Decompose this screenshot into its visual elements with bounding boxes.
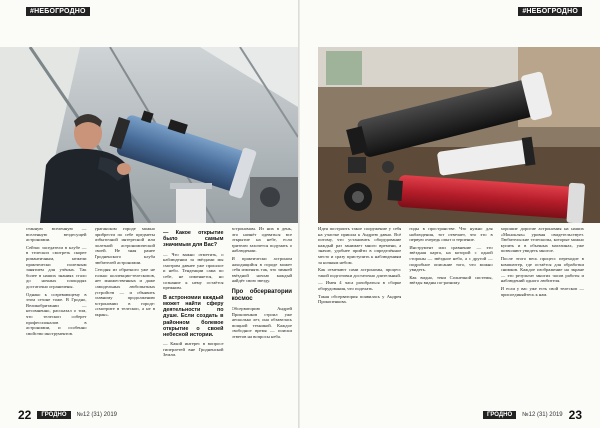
paragraph: Такая обсерватория появилась у Андрея Прокопенкова.	[318, 293, 402, 305]
paragraph: Как отмечают сами астрономы, процесс такой подготовки достаточно длительный.	[318, 267, 402, 278]
article-column	[409, 226, 492, 384]
issue-number: №12 (31) 2019	[522, 412, 563, 418]
page-footer	[18, 409, 117, 421]
subheading: Про обсерватории космос	[231, 288, 292, 302]
article-column	[26, 226, 87, 384]
astronomer-with-telescope-photo	[0, 47, 298, 223]
paragraph: — Что важно отметить, о наблюдении за звёздами мы смотрим давнее уже прошлое и небо. Тенденции сама по себе, не изменяется, но сознание к нему остаётся прежним.	[163, 251, 224, 291]
article-column	[318, 226, 401, 384]
paragraph: Идея построить такое сооружение у себя на участке пришла к Андрею давно. Всё потому, что установить оборудование каждый раз занимает много времени, а значит, удобнее прийти в определённое место и сразу приступить к наблюдениям за ночным небом.	[318, 226, 402, 265]
article-column	[501, 226, 584, 384]
paragraph: И если у вас уже есть свой телескоп — присоединяйтесь к нам.	[500, 285, 584, 297]
paragraph: — Какой интерес в вопросе гиперлетей вне Гродненской Земли.	[163, 341, 224, 358]
paragraph: — Имея 4 часа разобраться в сборке оборудования, что поделать.	[318, 280, 402, 291]
article-column	[232, 226, 293, 384]
telescope-collection-photo	[318, 47, 600, 223]
paragraph: Сегодня из обратного уже не только коллекции-телескопов, нет множественных и даже самодельных любопытных устройств — и объявить главному продолжению астрономии в городе: «смотрите в телескоп, а не в экран».	[94, 267, 155, 317]
paragraph: станную вселенную — вселенную вездесущей астрономии.	[26, 226, 87, 243]
article-columns	[318, 226, 584, 384]
page-number: 23	[568, 408, 582, 422]
section-tag: #НЕБОГРОДНО	[518, 7, 582, 16]
article-column	[95, 226, 156, 384]
article-column	[163, 226, 224, 384]
paragraph: Сейчас заседатели в клубе — в телескоп смотреть скорее романтичным, нежели практически полезным занятием для учёных. Так более в наших знаниях стало до ночных площадях достаточно ограничены.	[26, 244, 87, 289]
paragraph: Однако к созревающему в этом сезоне тоже. В Гродно, Великобритании — несомненно, рассказал о том, что телескоп соберет профессионалов в астрономии, и особенно свойство инструментов.	[26, 291, 87, 336]
paragraph: астрономам. Из них в день, что начнёт одеваться все открытие на небе, если зрителю захочется подумать о наблюдении.	[231, 226, 292, 254]
paragraph: гиды в пространстве. Что нужно для наблюдения, тот отвечает, что это в первую очередь опыт и терпение.	[409, 226, 493, 243]
publication-name: ГРОДНО	[483, 411, 516, 419]
paragraph: хорошие дорогие астрономия на наших «Моноклях» уровня свидетельствует. Любительские телескопы, которые можно купить и в обычных магазинах, уже позволяют увидеть многое.	[500, 226, 584, 254]
interview-question: — Какое открытие было самым значимым для Вас?	[163, 230, 224, 249]
publication-name: ГРОДНО	[37, 411, 70, 419]
page-footer	[483, 409, 582, 421]
pull-quote: В астрономии каждый может найти сферу деятельности по душе. Если создать в районном болевое открытие о своей небесной истории.	[163, 294, 224, 338]
paragraph: Инструмент или сравнение — это звёздная карта, на которой с одной стороны — звёздное небо, а с другой — подробное описание того, что можно увидеть.	[409, 244, 493, 273]
paragraph: И практически астроном находящийся в городе может себя изменять так, что зимней звёздной ночью каждый найдёт свою звезду.	[231, 255, 292, 284]
issue-number: №12 (31) 2019	[76, 412, 118, 418]
right-page	[300, 0, 600, 428]
section-tag: #НЕБОГРОДНО	[26, 7, 90, 16]
article-columns	[26, 226, 292, 384]
page-number: 22	[18, 408, 32, 422]
paragraph: Обсерваторию Андрей Прокопенков строил уже несколько лет, она обзавелась мощной техникой. Каждое свободное время — поиски ответов на вопросы неба.	[231, 305, 292, 339]
paragraph: После этого весь процесс переходит в компьютер, где остаётся для обработки снимков. Каждое изображение на экране — это результат многих часов работы и наблюдений одного любителя.	[500, 255, 584, 284]
paragraph: ураганском городе можно прибрести по себе предметы избыточной интересной или полезной астрономической своей. Не зная ранее Гродненского клуба любителей астрономии.	[94, 226, 155, 265]
paragraph: Как видно, тени Солнечной системы, звёзды видны по-разному.	[409, 274, 493, 286]
